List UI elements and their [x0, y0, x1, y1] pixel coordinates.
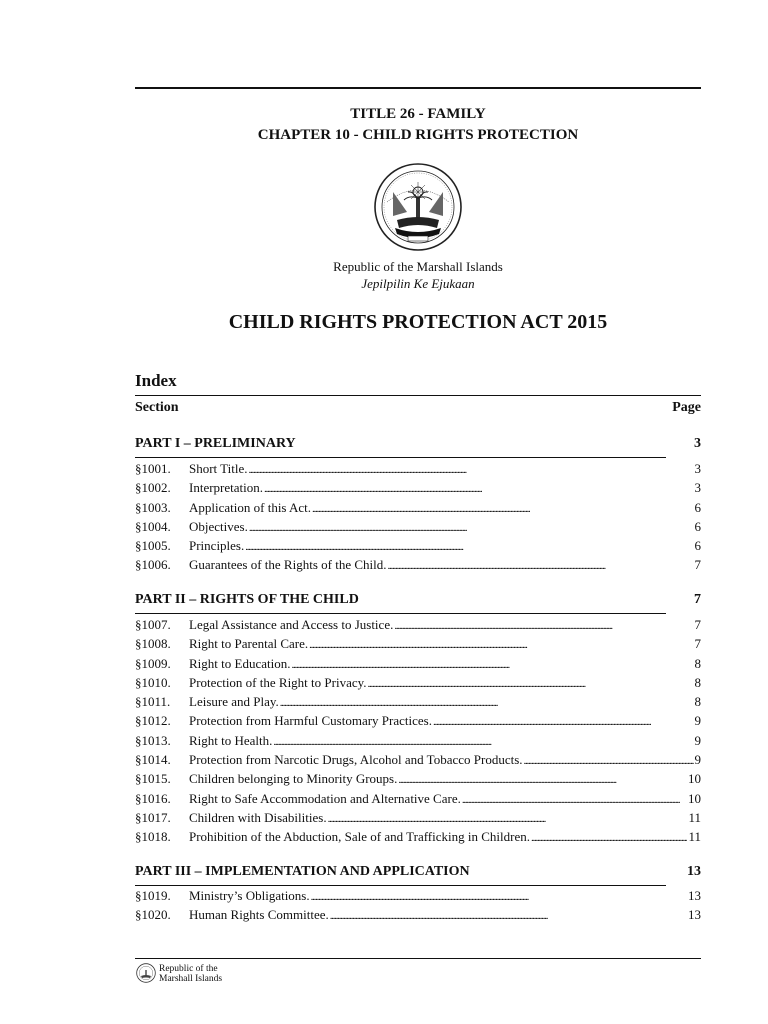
section-page: 10: [688, 771, 701, 787]
leader-dots: [249, 461, 694, 477]
section-number: §1011.: [135, 694, 171, 710]
section-number: §1002.: [135, 480, 171, 496]
section-number: §1003.: [135, 499, 171, 515]
section-page: 8: [694, 694, 701, 710]
republic-motto: Jepilpilin Ke Ejukaan: [361, 276, 475, 291]
section-number: §1016.: [135, 790, 171, 806]
toc-list: [135, 888, 701, 927]
section-number: §1018.: [135, 829, 171, 845]
toc-entry[interactable]: [135, 557, 701, 576]
section-title: Right to Education.: [189, 655, 291, 671]
toc-list: [135, 461, 701, 577]
section-number: §1015.: [135, 771, 171, 787]
section-page: 8: [694, 655, 701, 671]
section-number: §1004.: [135, 518, 171, 534]
leader-dots: [462, 791, 687, 807]
section-title: Right to Parental Care.: [189, 636, 309, 652]
section-page: 11: [688, 829, 701, 845]
part-rule: [135, 613, 666, 614]
part-title: PART I – PRELIMINARY: [135, 436, 296, 451]
leader-dots: [388, 557, 694, 573]
section-page: 7: [694, 557, 701, 573]
page-column-header: Page: [672, 400, 701, 415]
section-page: 13: [688, 888, 701, 903]
part-heading: [135, 864, 701, 886]
section-title: Human Rights Committee.: [189, 907, 329, 923]
section-title: Protection from Narcotic Drugs, Alcohol and Tobacco Products.: [189, 752, 523, 768]
section-title: Guarantees of the Rights of the Child.: [189, 557, 387, 573]
toc-entry[interactable]: [135, 675, 701, 694]
section-page: 11: [688, 809, 701, 825]
section-page: 6: [694, 518, 701, 534]
section-title: Children with Disabilities.: [189, 809, 327, 825]
part-heading: [135, 592, 701, 614]
index-heading: Index: [135, 371, 177, 390]
leader-dots: [264, 480, 694, 496]
top-rule: [135, 87, 701, 89]
section-number: §1017.: [135, 809, 171, 825]
part-title: PART III – IMPLEMENTATION AND APPLICATION: [135, 864, 470, 879]
section-title: Application of this Act.: [189, 499, 312, 515]
toc-entry[interactable]: [135, 791, 701, 810]
section-title: Protection from Harmful Customary Practices.: [189, 713, 432, 729]
leader-dots: [280, 694, 694, 710]
footer-line-2: Marshall Islands: [159, 974, 223, 984]
toc-entry[interactable]: [135, 907, 701, 926]
toc-entry[interactable]: [135, 656, 701, 675]
footer-text: [159, 964, 222, 984]
leader-dots: [312, 500, 693, 516]
section-title: Right to Health.: [189, 732, 273, 748]
toc-entry[interactable]: [135, 461, 701, 480]
chapter-heading: CHAPTER 10 - CHILD RIGHTS PROTECTION: [257, 127, 579, 143]
toc-entry[interactable]: [135, 617, 701, 636]
section-page: 3: [694, 480, 701, 496]
toc-entry[interactable]: [135, 519, 701, 538]
section-column-header: Section: [135, 400, 179, 415]
part-rule: [135, 885, 666, 886]
section-title: Short Title.: [189, 461, 248, 476]
section-number: §1010.: [135, 674, 171, 690]
toc-entry[interactable]: [135, 733, 701, 752]
section-page: 3: [694, 461, 701, 476]
section-page: 10: [688, 790, 701, 806]
toc-entry[interactable]: [135, 829, 701, 848]
toc-list: [135, 617, 701, 849]
toc-entry[interactable]: [135, 636, 701, 655]
leader-dots: [245, 538, 693, 554]
section-number: §1019.: [135, 888, 171, 903]
leader-dots: [524, 752, 694, 768]
leader-dots: [398, 771, 687, 787]
leader-dots: [311, 888, 687, 904]
section-page: 9: [694, 752, 701, 768]
index-rule: [135, 395, 701, 396]
section-number: §1020.: [135, 907, 171, 923]
toc-entry[interactable]: [135, 713, 701, 732]
leader-dots: [433, 713, 694, 729]
section-number: §1012.: [135, 713, 171, 729]
section-title: Ministry’s Obligations.: [189, 888, 310, 903]
toc-entry[interactable]: [135, 888, 701, 907]
leader-dots: [309, 636, 693, 652]
footer-rule: [135, 958, 701, 959]
section-title: Legal Assistance and Access to Justice.: [189, 617, 394, 632]
section-title: Right to Safe Accommodation and Alternative Care.: [189, 790, 461, 806]
leader-dots: [368, 675, 694, 691]
republic-name: Republic of the Marshall Islands: [333, 259, 503, 274]
leader-dots: [330, 907, 687, 923]
section-number: §1005.: [135, 538, 171, 554]
section-title: Prohibition of the Abduction, Sale of and Trafficking in Children.: [189, 829, 530, 845]
leader-dots: [273, 733, 693, 749]
section-title: Interpretation.: [189, 480, 263, 496]
section-title: Objectives.: [189, 518, 248, 534]
part-title: PART II – RIGHTS OF THE CHILD: [135, 592, 359, 607]
section-number: §1007.: [135, 617, 171, 632]
leader-dots: [328, 810, 688, 826]
part-page: 7: [694, 592, 701, 607]
section-page: 7: [694, 617, 701, 632]
footer-seal-icon: [136, 963, 156, 983]
leader-dots: [291, 656, 693, 672]
section-number: §1014.: [135, 752, 171, 768]
section-number: §1009.: [135, 655, 171, 671]
section-page: 7: [694, 636, 701, 652]
section-number: §1006.: [135, 557, 171, 573]
section-title: Children belonging to Minority Groups.: [189, 771, 398, 787]
part-page: 3: [694, 436, 701, 451]
part-page: 13: [687, 864, 701, 879]
section-page: 13: [688, 907, 701, 923]
toc-entry[interactable]: [135, 771, 701, 790]
section-page: 8: [694, 674, 701, 690]
toc-entry[interactable]: [135, 538, 701, 557]
footer-line-1: Republic of the: [159, 964, 218, 974]
seal-emblem: [373, 162, 463, 252]
toc-entry[interactable]: [135, 752, 701, 771]
leader-dots: [249, 519, 694, 535]
act-title: CHILD RIGHTS PROTECTION ACT 2015: [228, 311, 608, 333]
section-page: 9: [694, 732, 701, 748]
section-title: Protection of the Right to Privacy.: [189, 674, 367, 690]
toc-entry[interactable]: [135, 810, 701, 829]
leader-dots: [531, 829, 687, 845]
section-number: §1001.: [135, 461, 171, 476]
section-page: 6: [694, 499, 701, 515]
title-heading: TITLE 26 - FAMILY: [350, 106, 486, 122]
toc-entry[interactable]: [135, 500, 701, 519]
part-rule: [135, 457, 666, 458]
part-heading: [135, 436, 701, 458]
section-page: 6: [694, 538, 701, 554]
toc-entry[interactable]: [135, 480, 701, 499]
leader-dots: [394, 617, 693, 633]
section-number: §1013.: [135, 732, 171, 748]
toc-entry[interactable]: [135, 694, 701, 713]
section-page: 9: [694, 713, 701, 729]
section-title: Principles.: [189, 538, 245, 554]
section-number: §1008.: [135, 636, 171, 652]
section-title: Leisure and Play.: [189, 694, 279, 710]
